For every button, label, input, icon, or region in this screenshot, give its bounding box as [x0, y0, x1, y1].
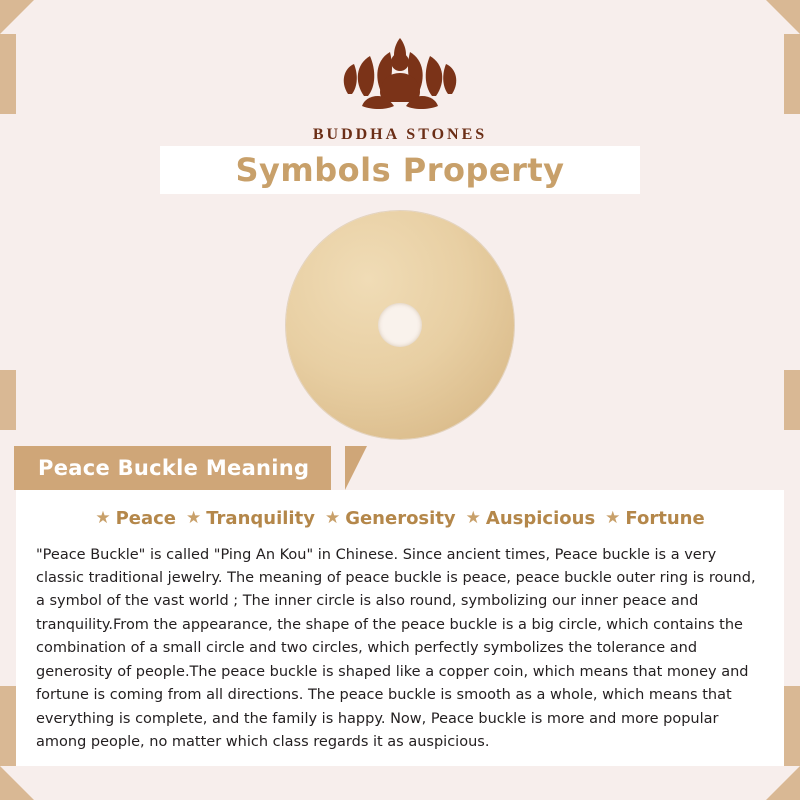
section-ribbon [14, 446, 331, 490]
title-banner [160, 146, 640, 194]
content-panel [16, 490, 784, 766]
keyword-list [36, 508, 764, 529]
keyword-label: Tranquility [206, 508, 315, 529]
lotus-meditation-icon [320, 22, 480, 122]
star-icon: ★ [324, 508, 341, 528]
keyword-label: Generosity [345, 508, 456, 529]
star-icon: ★ [605, 508, 621, 528]
star-icon: ★ [465, 508, 481, 528]
product-image-area [0, 200, 800, 450]
list-item [605, 508, 705, 529]
peace-buckle-center-hole [378, 303, 422, 347]
list-item [95, 508, 176, 529]
keyword-label: Fortune [625, 508, 705, 529]
section-ribbon-notch [345, 446, 367, 490]
brand-header [0, 0, 800, 144]
edge-decoration-left-bottom [0, 686, 16, 766]
list-item [466, 508, 596, 529]
corner-decoration-bottom-right [766, 766, 800, 800]
star-icon: ★ [95, 508, 111, 528]
section-label: Peace Buckle Meaning [38, 456, 310, 480]
list-item [325, 508, 456, 529]
edge-decoration-right-bottom [784, 686, 800, 766]
keyword-label: Auspicious [485, 508, 596, 529]
brand-name: BUDDHA STONES [312, 126, 488, 143]
description-text: "Peace Buckle" is called "Ping An Kou" in Chinese. Since ancient times, Peace buckle is a very classic traditional jewelry. The meaning of peace buckle is peace, peace buckle outer ring is round, a symbol of the vast world ; The inner circle is also round, symbolizing our inner peace and tranquility.From the appearance, the shape of the peace buckle is a big circle, which contains the combination of a small circle and two circles, which perfectly symbolizes the tolerance and generosity of people.The peace buckle is shaped like a copper coin, which means that money and fortune is coming from all directions. The peace buckle is smooth as a whole, which means that everything is complete, and the family is happy. Now, Peace buckle is more and more popular among people, no matter which class regards it as auspicious. [36, 546, 756, 751]
star-icon: ★ [186, 508, 202, 528]
corner-decoration-bottom-left [0, 766, 34, 800]
list-item [186, 508, 315, 529]
page-title: Symbols Property [235, 151, 565, 189]
keyword-label: Peace [115, 508, 176, 529]
peace-buckle-disc [286, 211, 514, 439]
